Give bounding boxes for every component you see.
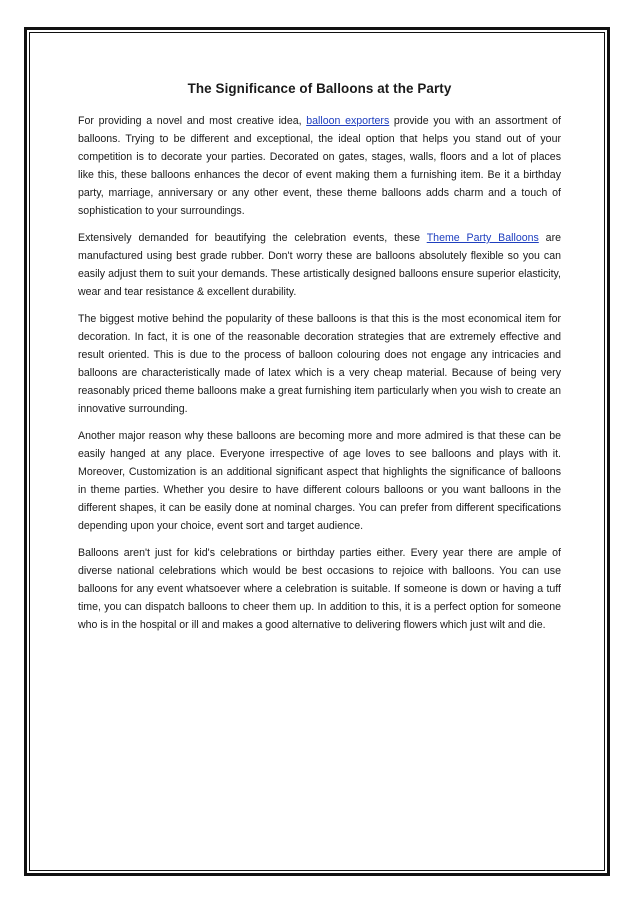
document-body	[78, 80, 561, 643]
balloon-exporters-link[interactable]: balloon exporters	[306, 115, 390, 127]
paragraph-5: Balloons aren't just for kid's celebrations or birthday parties either. Every year there are ample of diverse national celebrations which would be best occasions to rejoice with balloons. You can use balloons for any event whatsoever where a celebration is suitable. If someone is down or having a tuff time, you can dispatch balloons to cheer them up. In addition to this, it is a perfect option for someone who is in the hospital or ill and makes a good alternative to delivering flowers which just wilt and die.	[78, 547, 561, 632]
paragraph-4: Another major reason why these balloons are becoming more and more admired is that these can be easily hanged at any place. Everyone irrespective of age loves to see balloons and plays with it. Moreover, Customization is an additional significant aspect that highlights the significance of balloons in theme parties. Whether you desire to have different colours balloons or you want balloons in the different shapes, it can be easily done at nominal charges. You can prefer from different specifications depending upon your choice, event sort and target audience.	[78, 430, 561, 533]
paragraph-2-text-start: Extensively demanded for beautifying the celebration events, these	[78, 232, 427, 245]
paragraph-3: The biggest motive behind the popularity of these balloons is that this is the most economical item for decoration. In fact, it is one of the reasonable decoration strategies that are extremely effective and result oriented. This is due to the process of balloon colouring does not engage any intricacies and balloons are characteristically made of latex which is a very cheap material. Because of being very reasonably priced theme balloons make a great furnishing item particularly when you wish to create an innovative surrounding.	[78, 312, 561, 416]
paragraph-1-text-end: provide you with an assortment of balloons. Trying to be different and exceptional, the ideal option that helps you stand out of your competition is to decorate your parties. Decorated on gates, stages, walls, floors and a lot of places like this, these balloons enhances the decor of event making them a furnishing item. Be it a birthday party, marriage, anniversary or any other event, these theme balloons adds charm and a touch of sophistication to your surroundings.	[78, 115, 562, 218]
paragraph-2	[78, 229, 561, 301]
paragraph-1	[78, 112, 561, 221]
document-title: The Significance of Balloons at the Party	[187, 81, 452, 96]
paragraph-1-text-start: For providing a novel and most creative idea,	[78, 115, 307, 127]
paragraph-2-text-end: are manufactured using best grade rubber. Don't worry these are balloons absolutely flexible so you can easily adjust them to suit your demands. These artistically designed balloons ensure superior elasticity, wear and tear resistance & excellent durability.	[78, 232, 561, 299]
theme-party-balloons-link[interactable]: Theme Party Balloons	[426, 232, 539, 245]
